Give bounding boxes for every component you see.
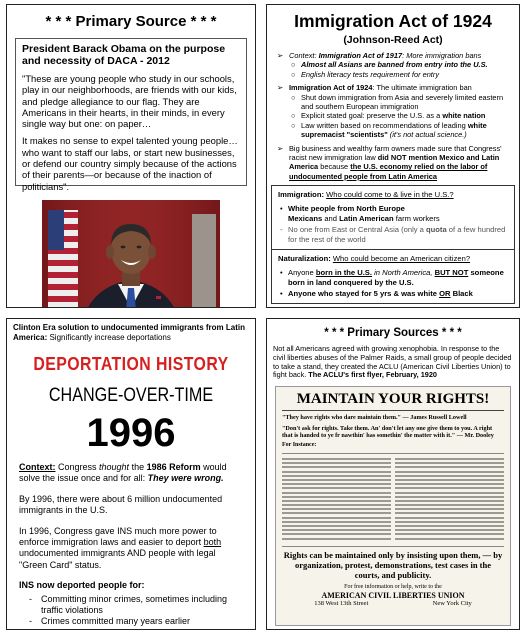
ins-heading: INS now deported people for: — [19, 580, 145, 591]
ctx-6: They were wrong. — [147, 473, 224, 484]
flyer-instance-label: For Instance: — [282, 442, 317, 449]
context-list — [277, 51, 513, 181]
flyer-headline: MAINTAIN YOUR RIGHTS! — [282, 391, 504, 411]
flyer-aclu-name: AMERICAN CIVIL LIBERTIES UNION — [321, 590, 465, 600]
flyer-quote-1: "They have rights who dare maintain them." — James Russell Lowell — [282, 414, 467, 422]
ctx-5: would solve the issue once and for all: — [19, 462, 227, 484]
p3-a: In 1996, Congress gave INS much more power to enforce immigration laws and easier to deport — [19, 525, 217, 548]
list-item — [277, 51, 513, 60]
aclu-primary-source-panel — [266, 318, 520, 630]
obama-portrait-image — [42, 200, 220, 308]
deportation-history-panel — [6, 318, 256, 630]
list-item: • Anyone born in the U.S. in North America, BUT NOT someone born in land conquered by the U.S. — [280, 267, 504, 288]
nat-item-1b: born in the U.S. — [315, 267, 372, 277]
nat-item-1c: in North America, — [371, 267, 435, 277]
panel-title: * * * Primary Source * * * — [45, 13, 217, 30]
paragraph-3 — [19, 526, 243, 572]
nat-item-2c: Black — [450, 288, 473, 298]
big-business-text: Big business and wealthy farm owners made sure that Congress' racist new immigration law — [289, 143, 502, 163]
nat-item-1a: Anyone — [288, 267, 316, 277]
quote-heading: President Barack Obama on the purpose and necessity of DACA - 2012 — [22, 43, 226, 67]
big-business-bold-2: the U.S. economy relied on the labor of undocumented people from Latin America — [289, 162, 488, 181]
immigration-naturalization-box — [271, 185, 515, 304]
list-item — [277, 144, 513, 182]
clinton-era-bold: Clinton Era solution to undocumented immigrants from Latin America: — [13, 323, 245, 342]
quote-box — [15, 38, 247, 192]
act-text: : The ultimate immigration ban — [372, 83, 472, 93]
intro-bold: The ACLU's first flyer, February, 1920 — [308, 370, 437, 380]
nat-item-1d: BUT NOT — [434, 267, 469, 277]
panel-title: * * * Primary Sources * * * — [324, 327, 462, 339]
immigration-item-3c: of a few hundred for the rest of the world — [288, 224, 506, 244]
flyer-quote-2: "Don't ask for rights. Take them. An' don't let any one give them to you. A right that is handed to ye fr nawthin' has somethin' the matter with it." — Mr. Dooley — [282, 424, 494, 439]
context-sub-1: Almost all Asians are banned from entry into the U.S. — [301, 60, 488, 70]
p3-c: undocumented immigrants AND people with legal "Green Card" status. — [19, 548, 216, 570]
list-item: ○ Law written based on recommendations of leading white supremacist "scientists" (it's not actual science.) — [291, 120, 487, 140]
intro-body: Not all Americans agreed with growing xenophobia. In response to the civil liberties abuses of the Palmer Raids, a small group of people decided to take a stand, they created the ACLU (American Civil Liberties Union) to fight back. — [273, 344, 512, 380]
immigration-item-2c: Latin American — [339, 214, 394, 224]
clinton-era-text: Significantly increase deportations — [47, 332, 171, 342]
ctx-4: 1986 Reform — [146, 462, 201, 472]
act-sub-1: Shut down immigration from Asia and severely limited eastern and southern European immigration — [301, 92, 504, 112]
context-paragraph — [19, 462, 243, 485]
context-act: Immigration Act of 1917 — [318, 51, 403, 60]
flyer-address — [282, 600, 504, 607]
act-name: Immigration Act of 1924 — [289, 83, 373, 93]
list-item — [277, 83, 513, 92]
aclu-flyer-image — [275, 386, 511, 626]
immigration-item-2a: Mexicans — [288, 214, 323, 224]
arrow-bullet-icon: ➢ — [277, 83, 284, 93]
immigration-item-1: White people from North Europe — [288, 203, 405, 213]
naturalization-label: Naturalization: — [278, 254, 331, 264]
context-label: Context: — [19, 462, 56, 472]
context-label: Context: — [289, 51, 319, 60]
change-over-time-title: CHANGE-OVER-TIME — [48, 385, 214, 406]
quote-text-1: "These are young people who study in our schools, play in our neighborhoods, are friends with our kids, and pledge allegiance to our flag. They are Americans in their hearts, in their minds, in every single way but one: on paper… — [22, 73, 237, 130]
paragraph-2: By 1996, there were about 6 million undocumented immigrants in the U.S. — [19, 493, 223, 516]
divider — [272, 249, 514, 250]
deportation-body — [19, 462, 243, 628]
year-heading: 1996 — [86, 411, 176, 455]
deportation-history-title: DEPORTATION HISTORY — [33, 354, 229, 374]
clinton-era-heading — [13, 323, 249, 342]
quote-text-2: It makes no sense to expel talented young people… who want to staff our labs, or start new businesses, or defend our country simply because of the actions of their parents—or because of the inaction of politicians". — [22, 135, 238, 192]
big-business-mid: because — [318, 162, 351, 172]
immigration-label: Immigration: — [278, 190, 324, 200]
flyer-address-city: New York City — [432, 599, 472, 607]
list-item: - Crimes committed many years earlier — [29, 616, 191, 627]
immigration-q: Who could come to & live in the U.S.? — [326, 190, 454, 200]
flyer-free-info: For free information or help, write to the — [344, 583, 442, 590]
naturalization-question — [278, 254, 508, 264]
panel-subtitle: (Johnson-Reed Act) — [343, 34, 443, 46]
act-sub-2-bold: white nation — [442, 111, 486, 121]
panel-title: Immigration Act of 1924 — [294, 11, 492, 31]
intro-text — [273, 345, 513, 380]
list-item — [280, 214, 508, 224]
big-business-bold-1: did NOT mention Mexico and Latin America — [289, 153, 500, 172]
flyer-column-left — [282, 456, 391, 542]
immigration-item-2b: and — [322, 214, 340, 224]
immigration-item-2d: farm workers — [393, 214, 440, 224]
context-text: : More immigration bans — [402, 51, 482, 60]
ctx-3: the — [129, 462, 147, 472]
p3-b: both — [203, 537, 222, 548]
nat-item-2b: OR — [439, 288, 451, 298]
ins-item-2: Crimes committed many years earlier — [41, 616, 191, 627]
obama-primary-source-panel — [6, 4, 256, 308]
list-item: ○ Shut down immigration from Asia and severely limited eastern and southern European immigration — [291, 93, 513, 112]
ctx-1: Congress — [55, 462, 100, 472]
list-item: ○ Explicit stated goal: preserve the U.S. as a white nation — [291, 111, 486, 121]
list-item: ○ Almost all Asians are banned from entry into the U.S. — [291, 60, 488, 70]
list-item: ○ English literacy tests requirement for entry — [291, 69, 440, 79]
act-sub-3-bold: white supremacist "scientists" — [301, 120, 487, 140]
act-sub-3: Law written based on recommendations of leading — [301, 120, 468, 130]
nat-item-1e: someone born in land conquered by the U.S. — [288, 267, 504, 288]
list-item: - No one from East or Central Asia (only a quota of a few hundred for the rest of the world — [280, 224, 506, 244]
ins-list — [29, 594, 243, 628]
list-item: - Committing minor crimes, sometimes including traffic violations — [29, 594, 243, 617]
flyer-address-street: 138 West 13th Street — [314, 599, 369, 607]
immigration-question — [278, 190, 508, 200]
naturalization-q: Who could become an American citizen? — [332, 254, 471, 264]
ctx-2: thought — [99, 462, 130, 472]
context-sub-2: English literacy tests requirement for entry — [301, 69, 440, 79]
arrow-bullet-icon: ➢ — [277, 143, 284, 153]
immigration-item-3b: quota — [426, 224, 447, 234]
immigration-item-3a: No one from East or Central Asia (only a — [288, 224, 427, 234]
list-item: • White people from North Europe — [280, 203, 405, 213]
flyer-body-columns — [282, 453, 504, 542]
act-sub-2: Explicit stated goal: preserve the U.S. as a — [301, 111, 443, 121]
list-item: • Anyone who stayed for 5 yrs & was white OR Black — [280, 288, 473, 298]
immigration-act-1924-panel — [266, 4, 520, 308]
flyer-bottom-text: Rights can be maintained only by insisting upon them, — by organization, protest, demonstrations, test cases in the courts, and publicity. — [282, 546, 504, 580]
flyer-column-right — [395, 456, 504, 542]
nat-item-2a: Anyone who stayed for 5 yrs & was white — [288, 288, 440, 298]
act-sub-3-note: (it's not actual science.) — [387, 130, 467, 140]
ins-item-1: Committing minor crimes, sometimes including traffic violations — [41, 593, 228, 616]
arrow-bullet-icon: ➢ — [277, 51, 284, 60]
